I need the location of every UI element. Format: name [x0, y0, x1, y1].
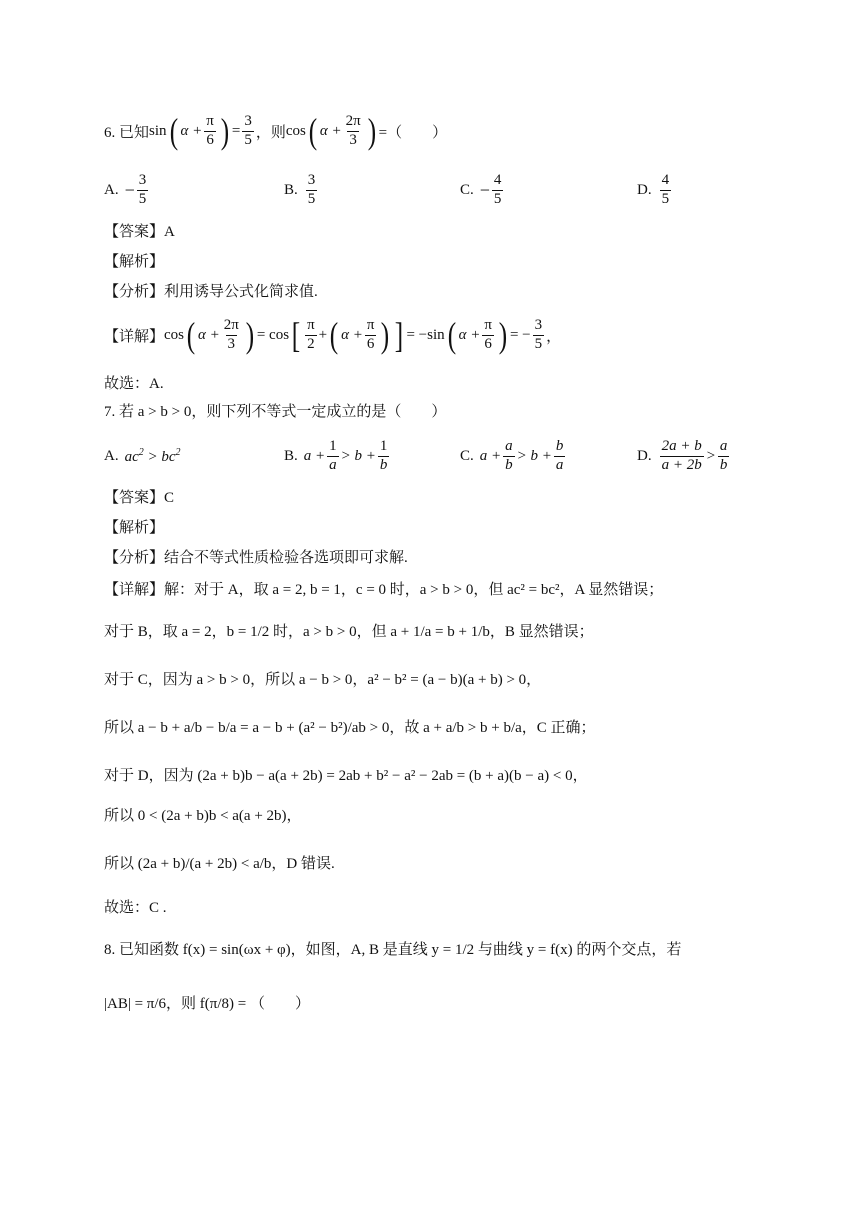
- q6-option-b: B. $\frac{3}{5}$: [284, 171, 316, 207]
- q6-option-c: C. − $\frac{4}{5}$: [460, 171, 502, 207]
- q7-detail-5: 对于 D，因为 (2a + b)b − a(a + 2b) = 2ab + b² − a² − 2ab = (b + a)(b − a) < 0，: [104, 768, 588, 784]
- q6-option-d: D. $\frac{4}{5}$: [637, 171, 670, 207]
- q7-answer: 【答案】C: [104, 490, 175, 506]
- q7-detail-6: 所以 0 < (2a + b)b < a(a + 2b)，: [104, 808, 302, 824]
- q6-fenxi: 【分析】利用诱导公式化简求值.: [104, 284, 318, 300]
- q7-detail-2: 对于 B，取 a = 2，b = 1/2 时，a > b > 0，但 a + 1/a = b + 1/b，B 显然错误；: [104, 624, 594, 640]
- q6-option-a: A. − $\frac{3}{5}$: [104, 171, 147, 207]
- q7-analysis: 【解析】: [104, 520, 165, 536]
- q7-detail-1: 【详解】解：对于 A，取 a = 2, b = 1，c = 0 时，a > b > 0，但 ac² = bc²，A 显然错误；: [104, 582, 664, 598]
- q7-detail-7: 所以 (2a + b)/(a + 2b) < a/b，D 错误.: [104, 856, 335, 872]
- q6-choice: 故选：A.: [104, 376, 164, 392]
- q7-detail-3: 对于 C，因为 a > b > 0，所以 a − b > 0，a² − b² = (a − b)(a + b) > 0，: [104, 672, 542, 688]
- q7-option-b: B. a + $\frac{1}{a}$ > b + $\frac{1}{b}$: [284, 437, 388, 473]
- q7-detail-4: 所以 a − b + a/b − b/a = a − b + (a² − b²)/ab > 0，故 a + a/b > b + b/a，C 正确；: [104, 720, 596, 736]
- q7-choice: 故选：C .: [104, 900, 167, 916]
- q6-analysis: 【解析】: [104, 254, 165, 270]
- q7-option-d: D. $\frac{2a + b}{a + 2b}$ > $\frac{a}{b}$: [637, 437, 728, 473]
- q7-option-c: C. a + $\frac{a}{b}$ > b + $\frac{b}{a}$: [460, 437, 564, 473]
- q7-fenxi: 【分析】结合不等式性质检验各选项即可求解.: [104, 550, 408, 566]
- q7-option-a: A. $ac^2 > bc^2$: [104, 446, 181, 465]
- q6-answer: 【答案】A: [104, 224, 175, 240]
- q6-given-math: sin ( α + $\frac{\pi}{6}$ ) = $\frac{3}{5}$: [149, 111, 252, 151]
- q6-stem: 6. 已知 sin ( α + $\frac{\pi}{6}$ ) = $\frac{3}{5}$ ，则 cos ( α + $\frac{2\pi}{3}$ ) =（ ）: [104, 111, 448, 151]
- q8-line-1: 8. 已知函数 f(x) = sin(ωx + φ)，如图，A, B 是直线 y = 1/2 与曲线 y = f(x) 的两个交点，若: [104, 942, 682, 958]
- q7-stem: 7. 若 a > b > 0，则下列不等式一定成立的是（ ）: [104, 404, 447, 420]
- q8-line-2: |AB| = π/6，则 f(π/8) = （ ）: [104, 996, 310, 1012]
- q6-detail: 【详解】 cos ( α + $\frac{2\pi}{3}$ ) = cos [ $\frac{\pi}{2}$ + ( α + $\frac{\pi}{6}$ ) ] = −sin ( α + $\frac{\pi}{6}$ ) = − $\frac{3}{5}$ ，: [104, 315, 562, 355]
- q6-find-math: cos ( α + $\frac{2\pi}{3}$ ) =（ ）: [285, 111, 448, 151]
